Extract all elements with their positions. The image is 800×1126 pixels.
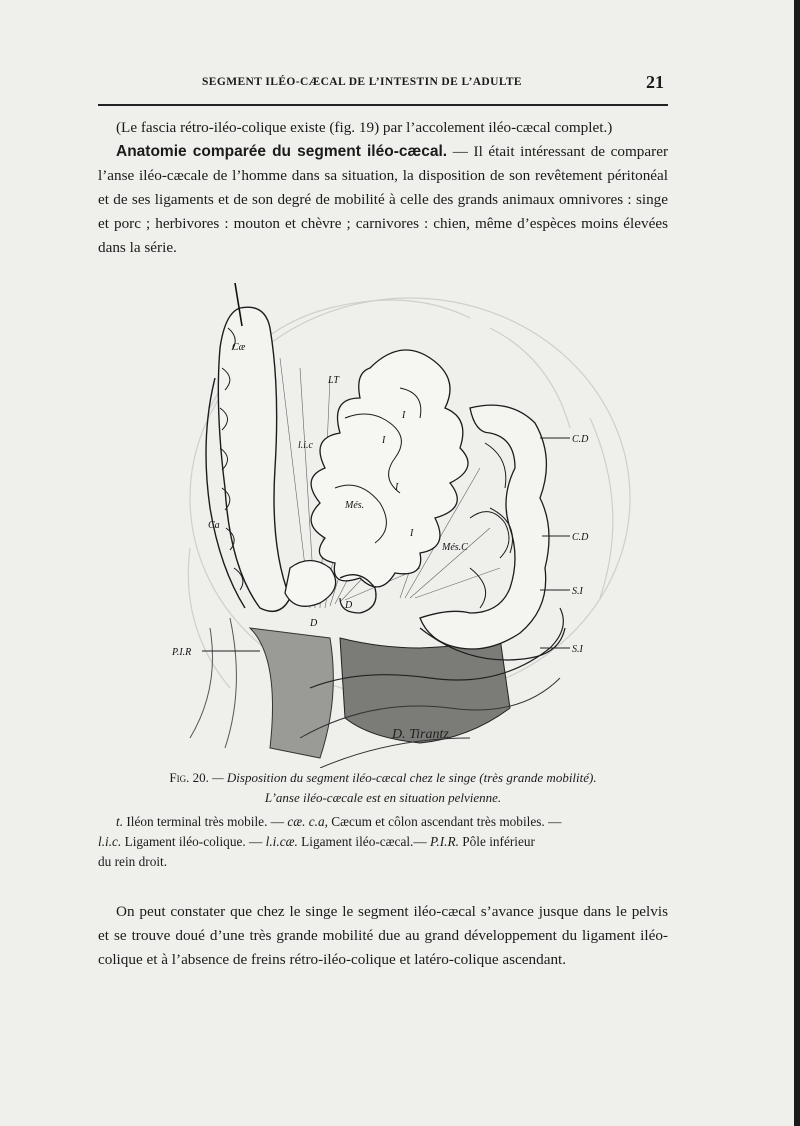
caption-fig-number: Fig. 20. [169,770,209,785]
anatomy-body: — Il était intéressant de comparer l’anse iléo-cæcale de l’homme dans sa situation, la disposition de son revêtement péritonéal et de ses ligaments et de son degré de mobilité à celle des grands animaux omnivores : singe et porc ; herbivores : mouton et chèvre ; carnivores : chien, même d’espèces moins élevées dans la série. [98,143,668,256]
running-title: SEGMENT ILÉO-CÆCAL DE L’INTESTIN DE L’ADULTE [202,76,522,88]
small-intestine [285,350,468,613]
caption-line-1 [98,768,668,788]
figure-illustration [170,268,650,768]
label-cd1: C.D [572,434,589,445]
figure-legend [98,812,668,872]
legend-text-pir: Pôle inférieur [458,834,535,849]
legend-line-3: du rein droit. [98,854,168,869]
label-i4: I [410,528,414,539]
label-lt: LT [328,375,339,386]
label-i1: I [402,410,406,421]
label-d2: D [310,618,318,629]
legend-abbr-pir: P.I.R. [429,834,459,849]
caption-text-1: — Disposition du segment iléo-cæcal chez le singe (très grande mobilité). [208,770,597,785]
legend-text-licae: Ligament iléo-cæcal.— [297,834,430,849]
anatomy-paragraph [98,140,668,260]
legend-abbr-ileon: t. [116,814,124,829]
label-lic: l.i.c [298,440,313,451]
label-mes: Més. [345,500,365,511]
illustrator-signature: D. Tirantz [392,727,449,742]
legend-text-caecum: Cæcum et côlon ascendant très mobiles. — [327,814,562,829]
label-si1: S.I [572,586,583,597]
fascia-note [98,116,668,140]
legend-abbr-licae: l.i.cæ. [265,834,298,849]
legend-abbr-caecum: cæ. c.a, [287,814,328,829]
label-pir: P.I.R [172,647,192,658]
legend-line-2 [98,832,668,852]
conclusion-paragraph: On peut constater que chez le singe le segment iléo-cæcal s’avance jusque dans le pelvis et se trouve doué d’une très grande mobilité due au grand développement du ligament iléo-colique et à l’absence de freins rétro-iléo-colique et latéro-colique ascendant. [98,903,668,968]
header-rule [98,104,668,106]
label-mes-c: Més.C [442,542,468,553]
legend-line-1 [98,812,668,832]
page-edge [794,0,800,1126]
label-i3: I [395,482,399,493]
legend-text-ileon: Iléon terminal très mobile. — [123,814,288,829]
figure-caption [98,768,668,808]
label-i2: I [382,435,386,446]
fascia-note-text: (Le fascia rétro-iléo-colique existe (fig. 19) par l’accolement iléo-cæcal complet.) [116,119,613,136]
legend-abbr-lic: l.i.c. [98,834,122,849]
caption-line-2: L’anse iléo-cæcale est en situation pelvienne. [264,790,502,805]
caecum-colon [206,307,290,611]
intestine-drawing [170,268,650,768]
label-si2: S.I [572,644,583,655]
legend-text-lic: Ligament iléo-colique. — [121,834,266,849]
page-number: 21 [646,72,664,92]
label-d1: D [345,600,353,611]
label-cd2: C.D [572,532,589,543]
anatomy-heading: Anatomie comparée du segment iléo-cæcal. [116,143,448,160]
label-cae-top: Cæ [232,342,246,353]
running-header [98,72,668,98]
label-ca: Ca [208,520,220,531]
